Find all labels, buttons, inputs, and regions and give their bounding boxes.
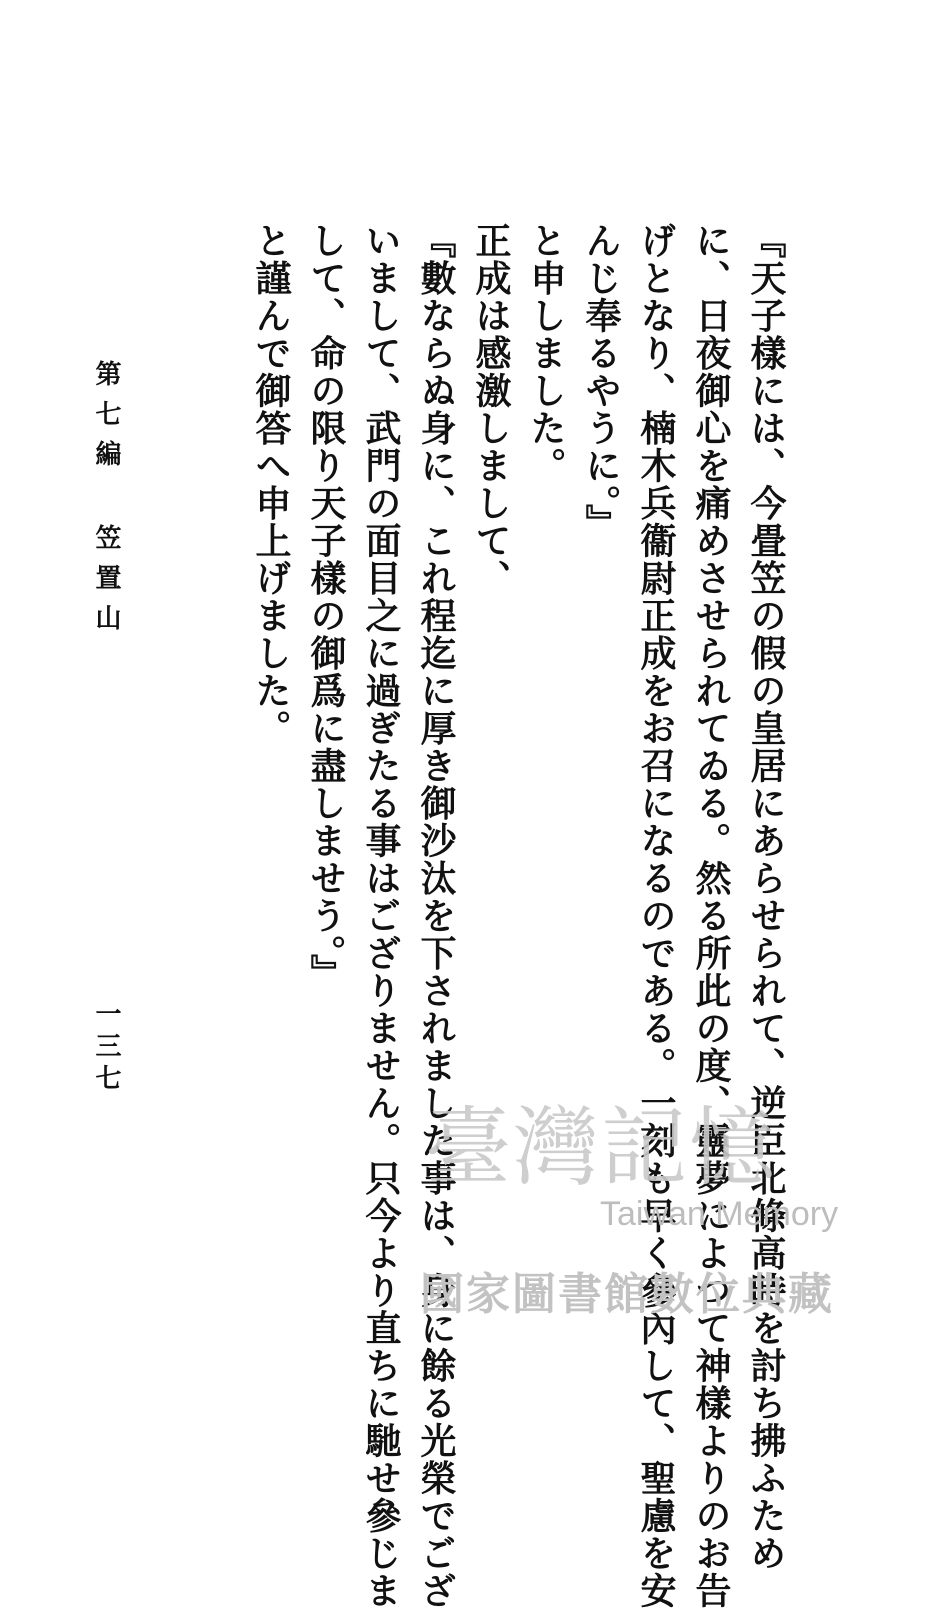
text-column: んじ奉るやうに。』	[580, 222, 622, 542]
text-column: に、日夜御心を痛めさせられてゐる。然る所此の度、靈夢によつて神樣よりのお告	[690, 222, 732, 1610]
watermark-english: Taiwan Memory	[600, 1195, 839, 1233]
chapter-title: 第七編 笠置山	[91, 360, 121, 644]
page-number: 一三七	[91, 1000, 121, 1096]
text-column: 『數ならぬ身に、これ程迄に厚き御沙汰を下されました事は、身に餘る光榮でござ	[415, 222, 457, 1610]
watermark-logo-text: 臺灣記憶	[425, 1098, 777, 1198]
text-column: 『天子樣には、今畳笠の假の皇居にあらせられて、逆臣北條高時を討ち拂ふため	[745, 222, 787, 1572]
text-column: 正成は感激しまして、	[470, 222, 512, 597]
watermark-library: 國家圖書館數位典藏	[420, 1270, 834, 1319]
text-column: げとなり、楠木兵衞尉正成をお召になるのである。一刻も早く參內して、聖慮を安	[635, 222, 677, 1610]
text-column: いまして、武門の面目之に過ぎたる事はござりません。只今より直ちに馳せ參じま	[360, 222, 402, 1610]
text-column: と申しました。	[525, 222, 567, 485]
text-column: と謹んで御答へ申上げました。	[250, 222, 292, 747]
text-column: して、命の限り天子樣の御爲に盡しませう。』	[305, 222, 347, 992]
